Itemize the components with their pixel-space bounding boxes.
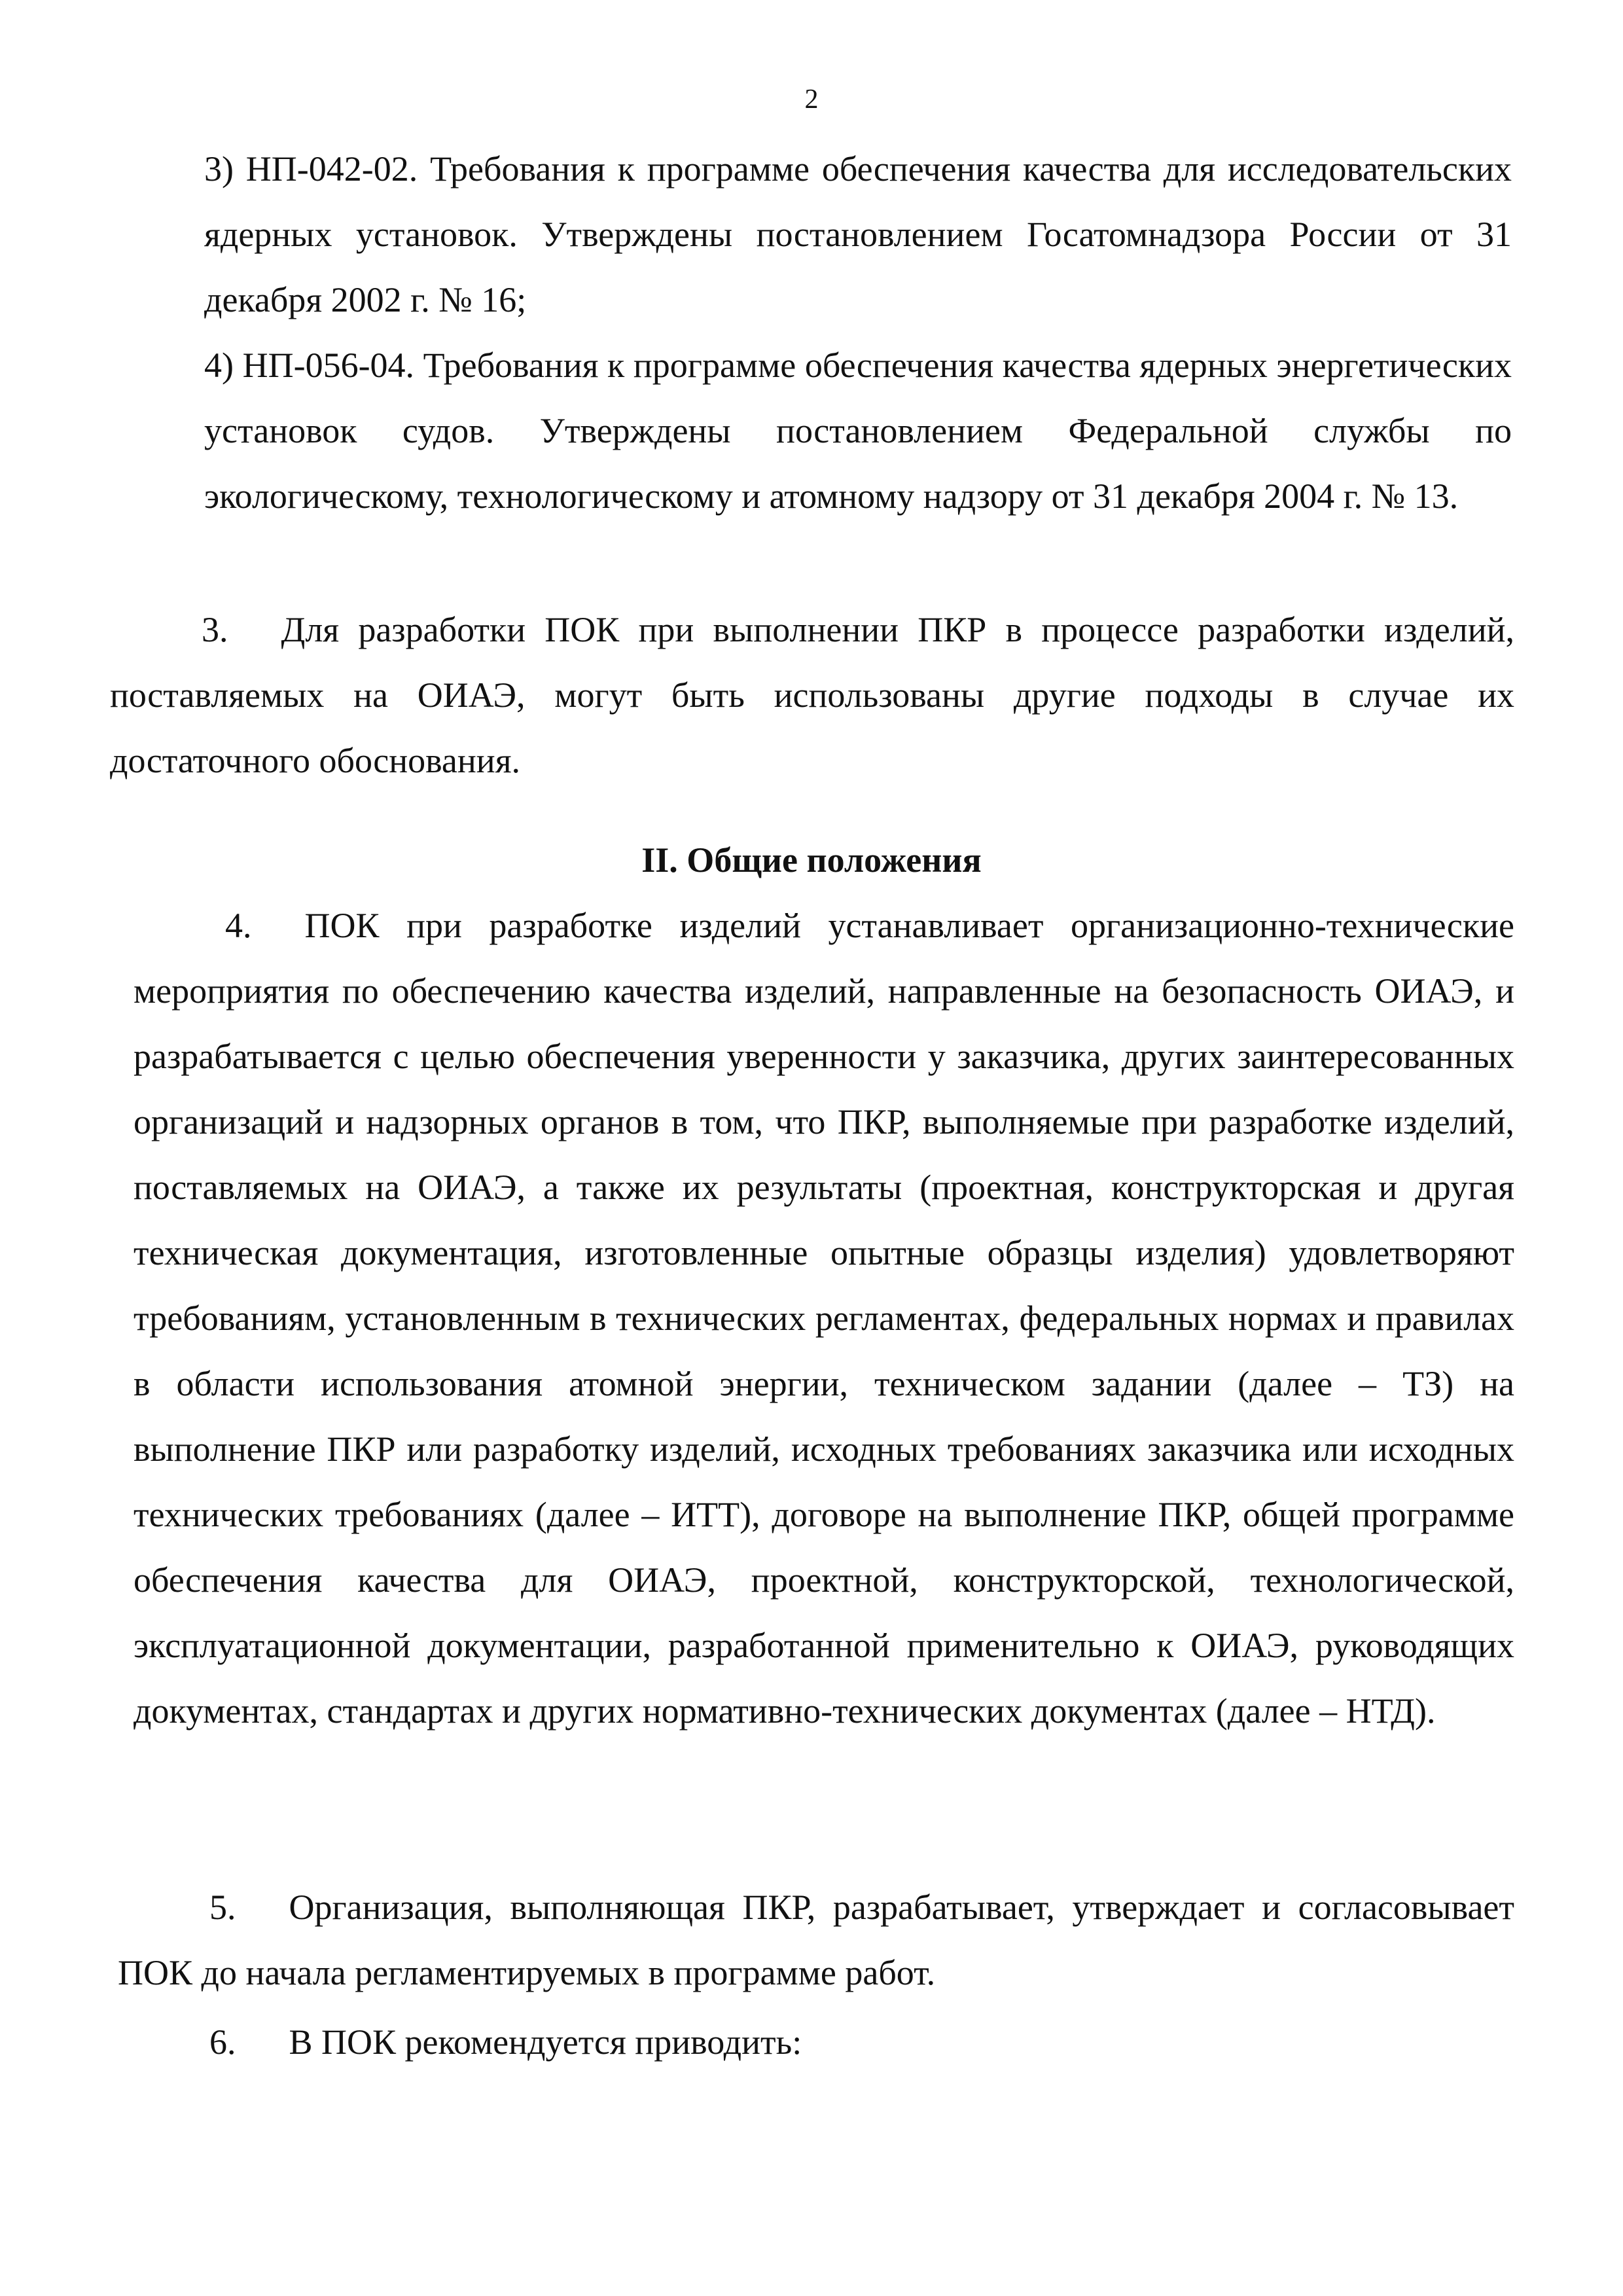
- paragraph-4: 4. ПОК при разработке изделий устанавливает организационно-технические мероприятия по обеспечению качества изделий, направленные на безопасность ОИАЭ, и разрабатывается с целью обеспечения уверенности у заказчика, других заинтересованных организаций и надзорных органов в том, что ПКР, выполняемые при разработке изделий, поставляемых на ОИАЭ, а также их результаты (проектная, конструкторская и другая техническая документация, изготовленные опытные образцы изделия) удовлетворяют требованиям, установленным в технических регламентах, федеральных нормах и правилах в области использования атомной энергии, техническом задании (далее – ТЗ) на выполнение ПКР или разработку изделий, исходных требованиях заказчика или исходных технических требованиях (далее – ИТТ), договоре на выполнение ПКР, общей программе обеспечения качества для ОИАЭ, проектной, конструкторской, технологической, эксплуатационной документации, разработанной применительно к ОИАЭ, руководящих документах, стандартах и других нормативно-технических документах (далее – НТД).: [134, 906, 1514, 1731]
- page-number: 2: [804, 84, 819, 115]
- section-heading: II. Общие положения: [641, 840, 982, 880]
- list-item-np-042-02: 3) НП-042-02. Требования к программе обеспечения качества для исследовательских ядерных установок. Утверждены постановлением Госатомнадзора России от 31 декабря 2002 г. № 16;: [204, 149, 1512, 319]
- paragraph-6: 6. В ПОК рекомендуется приводить:: [209, 2022, 802, 2062]
- list-item-np-056-04: 4) НП-056-04. Требования к программе обеспечения качества ядерных энергетических установок судов. Утверждены постановлением Федеральной службы по экологическому, технологическому и атомному надзору от 31 декабря 2004 г. № 13.: [204, 346, 1512, 516]
- paragraph-3: 3. Для разработки ПОК при выполнении ПКР в процессе разработки изделий, поставляемых на ОИАЭ, могут быть использованы другие подходы в случае их достаточного обоснования.: [110, 610, 1514, 780]
- paragraph-5: 5. Организация, выполняющая ПКР, разрабатывает, утверждает и согласовывает ПОК до начала регламентируемых в программе работ.: [118, 1888, 1514, 1992]
